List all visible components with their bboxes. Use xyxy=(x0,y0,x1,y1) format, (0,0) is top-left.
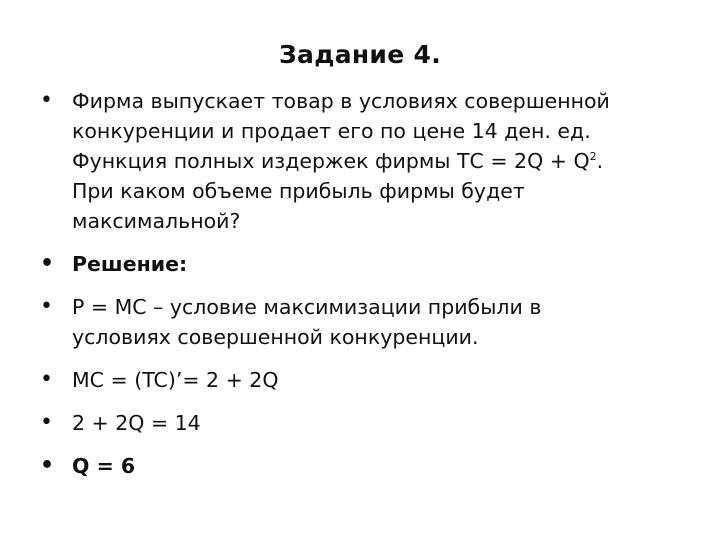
power-superscript: 2 xyxy=(589,150,597,163)
condition-line-2: условиях совершенной конкуренции. xyxy=(72,325,479,349)
answer-bullet xyxy=(40,451,680,481)
equation-text: 2 + 2Q = 14 xyxy=(72,411,201,435)
bullet-list xyxy=(40,86,680,494)
task-line-5: максимальной? xyxy=(72,209,241,233)
solution-heading xyxy=(40,249,680,279)
task-bullet xyxy=(40,86,680,236)
task-line-3: Функция полных издержек фирмы ТС = 2Q + Q xyxy=(72,149,590,173)
answer-text: Q = 6 xyxy=(72,454,136,478)
slide-title: Задание 4. xyxy=(278,40,442,69)
derivative-bullet xyxy=(40,365,680,395)
task-line-4: При каком объеме прибыль фирмы будет xyxy=(72,179,525,203)
condition-bullet xyxy=(40,292,680,352)
derivative-text: MC = (TC)’= 2 + 2Q xyxy=(72,368,279,392)
solution-heading-text: Решение: xyxy=(72,252,188,276)
condition-line-1: P = MC – условие максимизации прибыли в xyxy=(72,295,542,319)
task-line-2: конкуренции и продает его по цене 14 ден. ед. xyxy=(72,119,591,143)
task-line-3-end: . xyxy=(596,149,604,173)
equation-bullet xyxy=(40,408,680,438)
task-line-1: Фирма выпускает товар в условиях совершенной xyxy=(72,89,610,113)
